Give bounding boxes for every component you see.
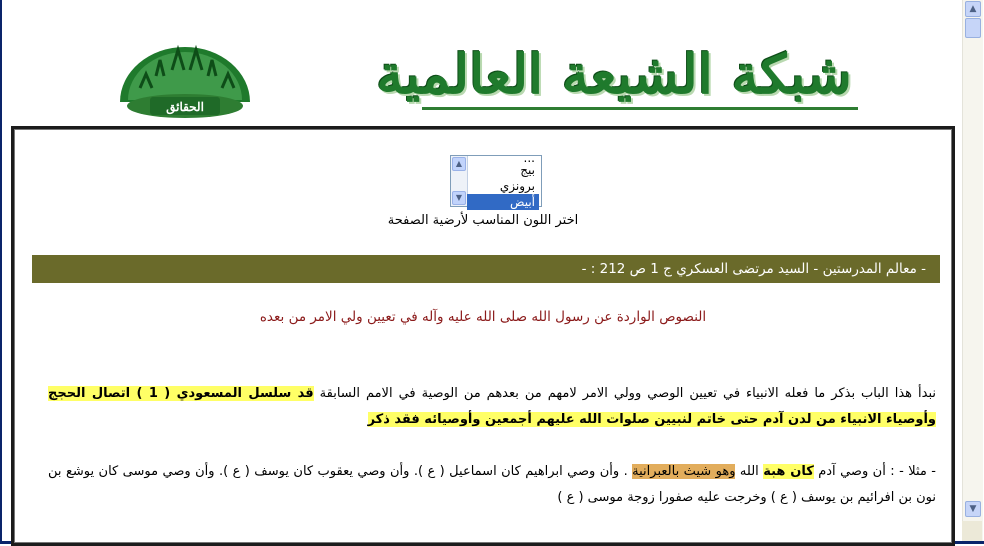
highlighted-text: قد سلسل المسعودي ( 1 ) اتصال الحجج وأوصياء الانبياء من لدن آدم حتى خاتم لنبيين صلوات الله عليهم أجمعين وأوصيائه فقد ذكر [48, 386, 936, 427]
web-page [2, 0, 962, 541]
title-underline [422, 107, 858, 110]
listbox-scrollbar[interactable] [451, 156, 468, 206]
background-color-listbox[interactable] [450, 151, 542, 209]
listbox-scroll-down-icon[interactable]: ▼ [452, 191, 466, 205]
highlighted-text: كان هبة [763, 464, 814, 479]
color-option[interactable]: ... [523, 151, 535, 165]
scroll-up-icon[interactable]: ▲ [965, 1, 981, 17]
paragraph-intro [48, 381, 936, 433]
site-header [2, 0, 962, 126]
color-picker-label: اختر اللون المناسب لأرضية الصفحة [387, 213, 579, 228]
paragraph-text: - مثلا - : أن وصي آدم [813, 464, 936, 479]
site-title-banner[interactable] [376, 38, 858, 116]
paragraph-example [48, 459, 936, 511]
paragraph-text: نبدأ هذا الباب بذكر ما فعله الانبياء في تعيين الوصي وولي الامر لامهم من بعدهم من الوصية في الامم السابقة [313, 386, 936, 401]
color-option-beige[interactable]: بيج [520, 163, 535, 177]
site-title: شبكة الشيعة العالمية [376, 42, 852, 106]
page-vertical-scrollbar[interactable] [962, 0, 983, 541]
site-emblem-logo[interactable] [110, 40, 260, 120]
listbox-scroll-up-icon[interactable]: ▲ [452, 157, 466, 171]
scroll-down-icon[interactable]: ▼ [965, 501, 981, 517]
content-frame [11, 126, 955, 546]
paragraph-text: الله [735, 464, 764, 479]
color-option-white-selected[interactable]: أبيض [467, 194, 539, 210]
color-option-bronze[interactable]: برونزي [499, 179, 535, 193]
scroll-thumb[interactable] [965, 18, 981, 38]
listbox-options [467, 151, 539, 209]
source-reference-bar: - معالم المدرستين - السيد مرتضى العسكري ج 1 ص 212 : - [32, 255, 940, 283]
highlighted-text-orange: وهو شيث بالعبرانية [632, 464, 736, 479]
emblem-caption: الحقائق [166, 100, 204, 114]
paragraph-text: . وأن وصي ابراهيم كان اسماعيل ( ع ). وأن وصي يعقوب كان يوسف ( ع ). وأن وصي موسى كان يوشع بن نون بن افرائيم بن يوسف ( ع ) وخرجت عليه صفورا زوجة موسى ( ع ) [48, 464, 936, 505]
scrollbar-corner [962, 521, 982, 541]
section-heading: النصوص الواردة عن رسول الله صلى الله عليه وآله في تعيين ولي الامر من بعده [259, 309, 707, 325]
